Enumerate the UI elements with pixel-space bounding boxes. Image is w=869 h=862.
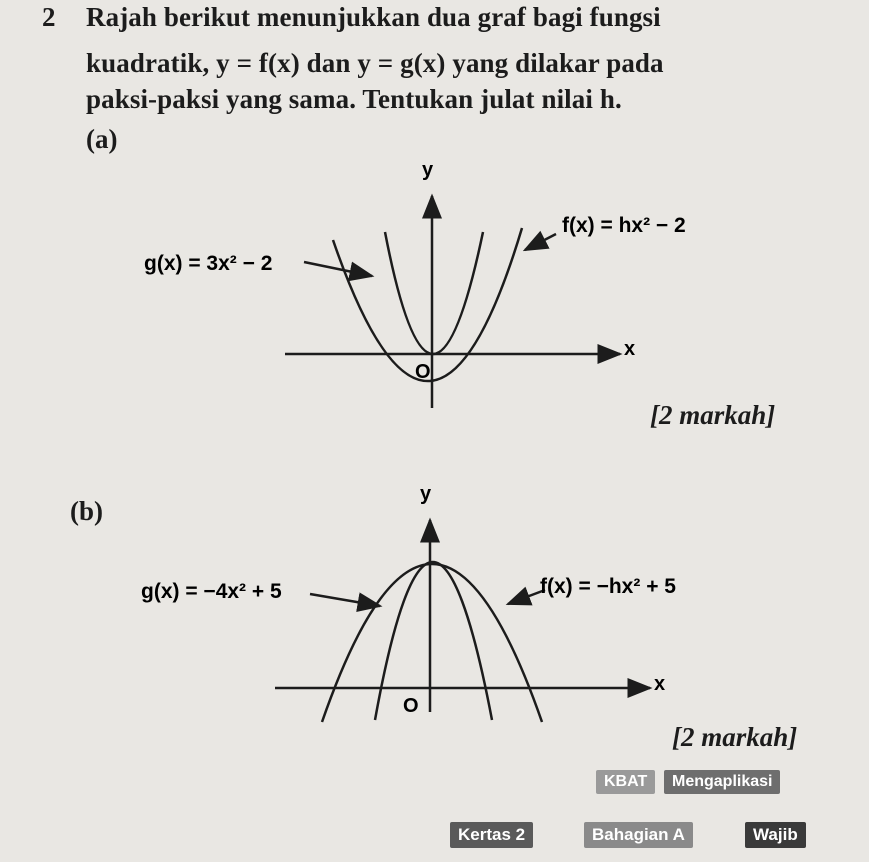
part-b-g-pointer <box>310 594 380 606</box>
part-b-f-curve <box>322 564 542 722</box>
part-b-marks: [2 markah] <box>672 722 798 752</box>
question-line-3: paksi-paksi yang sama. Tentukan julat nilai h. <box>86 84 622 114</box>
part-b-origin: O <box>403 695 419 717</box>
part-a-y-label: y <box>422 159 434 181</box>
kertas-tag: Kertas 2 <box>450 822 533 848</box>
part-a-g-pointer <box>304 262 372 276</box>
part-b-g-label: g(x) = −4x² + 5 <box>141 580 282 603</box>
part-a-f-label: f(x) = hx² − 2 <box>562 214 686 237</box>
part-a-label: (a) <box>86 124 118 154</box>
part-a-f-curve <box>333 228 522 381</box>
part-b-label: (b) <box>70 496 103 526</box>
part-a-x-label: x <box>624 338 636 360</box>
part-b-x-label: x <box>654 673 666 695</box>
part-a-f-pointer <box>525 234 556 250</box>
question-number: 2 <box>42 2 56 32</box>
question-line-1: Rajah berikut menunjukkan dua graf bagi fungsi <box>86 2 661 32</box>
mengaplikasi-tag: Mengaplikasi <box>664 770 780 794</box>
part-a-marks: [2 markah] <box>650 400 776 430</box>
part-a-origin: O <box>415 361 431 383</box>
kbat-tag: KBAT <box>596 770 655 794</box>
part-b-f-label: f(x) = −hx² + 5 <box>540 575 676 598</box>
part-b-y-label: y <box>420 483 432 505</box>
bahagian-tag: Bahagian A <box>584 822 693 848</box>
wajib-tag: Wajib <box>745 822 806 848</box>
part-a-g-curve <box>385 232 483 354</box>
part-a-g-label: g(x) = 3x² − 2 <box>144 252 273 275</box>
question-line-2: kuadratik, y = f(x) dan y = g(x) yang dilakar pada <box>86 48 664 78</box>
